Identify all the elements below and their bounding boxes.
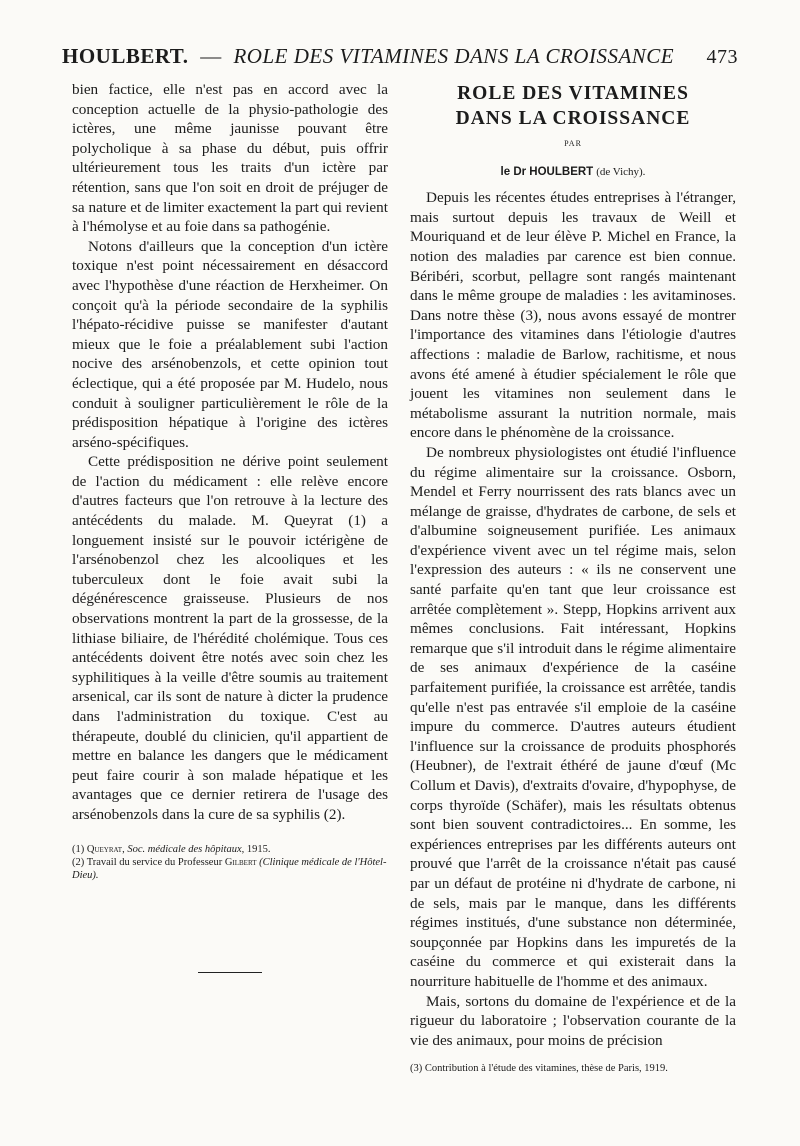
byline-name: le Dr HOULBERT <box>500 165 594 178</box>
footnote-2-mark: (2) <box>72 856 85 868</box>
footnote-2-name: Gilbert <box>224 856 257 868</box>
footnote-2-text: Travail du service du Professeur <box>86 856 223 868</box>
running-head-author: HOULBERT. <box>62 44 189 68</box>
article-title-line-2: DANS LA CROISSANCE <box>455 108 691 129</box>
right-paragraph-1: Depuis les récentes études entreprises à l'étranger, mais surtout depuis les travaux de Weill et Mouriquand et de leur élève P. Michel en France, la notion des maladies par carence est bien connue. Béribéri, scorbut, pellagre sont rangés maintenant dans le même groupe de maladies : les avitaminoses. Dans notre thèse (3), nous avons essayé de montrer l'importance des vitamines dans l'étiologie d'autres affections : maladie de Barlow, rachitisme, et nous avons été amené à étudier spécialement le rôle que jouent les vitamines non seulement dans le métabolisme assurant la nutrition normale, mais encore dans le phénomène de la croissance. <box>410 189 736 442</box>
left-paragraph-2: Notons d'ailleurs que la conception d'un ictère toxique n'est point nécessairement en désaccord avec l'hypothèse d'une réaction de Herxheimer. On conçoit qu'à la période secondaire de la syphilis l'hépato-récidive puisse se manifester d'autant mieux que le foie a préalablement subi l'action nocive des arsénobenzols, et cette opinion tout éclectique, qui a été proposée par M. Hudelo, nous conduit à souligner particulièrement le rôle de la prédisposition hépatique à l'origine des ictères arséno-spécifiques. <box>72 237 388 451</box>
footnote-2-source: (Clinique médicale de l'Hôtel-Dieu). <box>72 856 387 881</box>
article-title-line-1: ROLE DES VITAMINES <box>457 83 689 104</box>
article-par: PAR <box>564 139 582 148</box>
running-head-title: ROLE DES VITAMINES DANS LA CROISSANCE <box>233 44 675 68</box>
right-paragraph-2: De nombreux physiologistes ont étudié l'influence du régime alimentaire sur la croissance. Osborn, Mendel et Ferry nourrissent des rats blancs avec un mélange de graisse, d'hydrates de carbone, de sels et d'albumine soigneusement purifiée. Les animaux d'expérience vivent avec un tel régime mais, selon l'expression des auteurs : « ils ne conservent une santé parfaite qu'en tant que leur croissance est arrêtée complètement ». Stepp, Hopkins arrivent aux mêmes conclusions. Fait intéressant, Hopkins remarque que s'il introduit dans le régime alimentaire de ses animaux d'expérience de la caséine parfaitement purifiée, la croissance est arrêtée, tandis qu'elle n'est pas entravée s'il emploie de la caséine impure du commerce. D'autres auteurs étudient l'influence sur la croissance de produits phosphorés (Heubner), de l'extrait éthéré de jaune d'œuf (Mc Collum et Davis), d'extraits d'ovaire, d'hypophyse, de corps thyroïde (Schäfer), mais les résultats obtenus sont bien souvent contradictoires... En somme, les expériences entreprises par les différents auteurs ont prouvé que l'arrêt de la croissance n'était pas causé par un défaut de protéine ni d'hydrate de carbone, ni de sels, mais par le manque, dans les différents régimes institués, d'une substance non déterminée, soupçonnée par Hopkins dans les impuretés de la caséine du commerce et qui existerait dans la nourriture habituelle de l'homme et des animaux. <box>410 443 736 990</box>
left-footnotes <box>72 843 388 882</box>
footnote-1-name: Queyrat, <box>86 843 125 855</box>
footnote-1-year: 1915. <box>246 843 271 855</box>
footnote-1-mark: (1) <box>72 843 85 855</box>
footnote-3: (3) Contribution à l'étude des vitamines, thèse de Paris, 1919. <box>410 1063 668 1075</box>
right-column <box>410 80 736 1076</box>
left-column <box>72 80 388 973</box>
footnote-1-source: Soc. médicale des hôpitaux, <box>127 843 245 855</box>
left-paragraph-1: bien factice, elle n'est pas en accord avec la conception actuelle de la physio-pathologie des ictères, une même jaunisse pouvant être polycholique à sa phase du début, puis offrir ultérieurement tous les traits d'un ictère par rétention, sans que l'on soit en droit de préjuger de sa nature et de limiter exactement la part qui revient à l'hémolyse et au foie dans sa pathogénie. <box>72 81 388 236</box>
running-head-dash: — <box>200 44 222 68</box>
byline-place: (de Vichy). <box>596 165 646 178</box>
right-paragraph-3: Mais, sortons du domaine de l'expérience et de la rigueur du laboratoire ; l'observation courante de la vie des animaux, pour moins de précision <box>410 992 736 1049</box>
left-paragraph-3: Cette prédisposition ne dérive point seulement de l'action du médicament : elle relève encore d'autres facteurs que l'on retrouve à la lecture des antécédents du malade. M. Queyrat (1) a longuement insisté sur le pouvoir ictérigène de l'arsénobenzol chez les alcooliques et les tuberculeux dont le foie avait subi la dégénérescence graisseuse. Plusieurs de nos observations montrent la part de la grossesse, de la lithiase biliaire, de l'hérédité cholémique. Tous ces antécédents doivent être notés avec soin chez les syphilitiques à la veille d'être soumis au traitement arsenical, car ils sont de nature à dicter la prudence dans l'administration du toxique. C'est au thérapeute, doublé du clinicien, qu'il appartient de mettre en balance les dangers que le médicament peut faire courir à son malade hépatique et les avantages que ce dernier retirera de l'usage des arsénobenzols dans la cure de sa syphilis (2). <box>72 453 388 823</box>
footnote-2 <box>72 856 388 882</box>
column-end-rule <box>198 972 262 973</box>
page-number: 473 <box>706 46 738 68</box>
running-head <box>62 44 738 74</box>
article-byline <box>410 162 736 183</box>
right-footnotes <box>410 1062 736 1076</box>
footnote-1 <box>72 843 388 856</box>
